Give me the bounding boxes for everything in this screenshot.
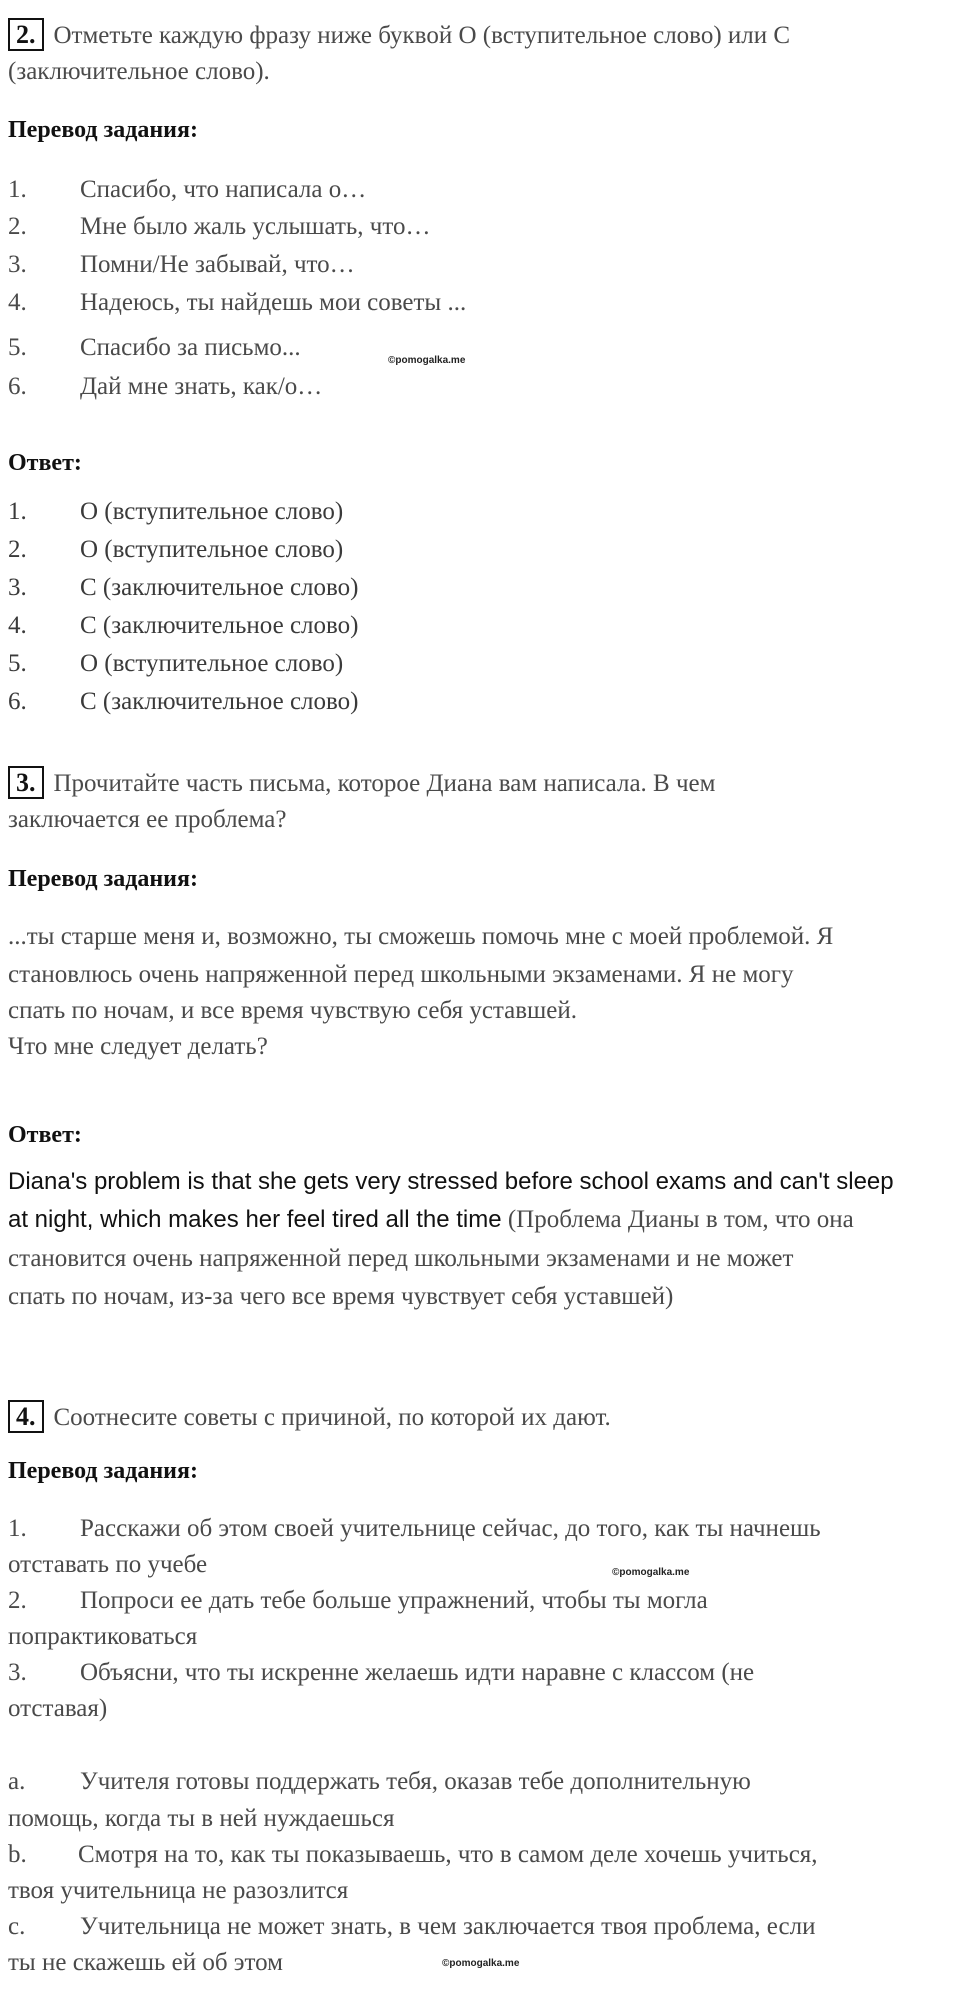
advice-item-line2: отставая): [8, 1695, 108, 1722]
answer-russian-line2: становится очень напряженной перед школьными экзаменами и не может: [8, 1245, 794, 1272]
reason-item-line2: ты не скажешь ей об этом: [8, 1949, 283, 1976]
answer-english-line2: at night, which makes her feel tired all the time: [8, 1206, 502, 1233]
watermark: ©pomogalka.me: [442, 1958, 520, 1969]
list-item: 2. Мне было жаль услышать, что…: [8, 213, 431, 240]
list-item: 1. Спасибо, что написала о…: [8, 176, 367, 203]
task-4-header: [8, 1400, 611, 1433]
answer-item: 3. С (заключительное слово): [8, 574, 359, 601]
task-2-instruction-line2: (заключительное слово).: [8, 58, 270, 85]
task-number-badge: 4.: [8, 1400, 44, 1433]
reason-item-line2: помощь, когда ты в ней нуждаешься: [8, 1805, 395, 1832]
letter-line: становлюсь очень напряженной перед школьными экзаменами. Я не могу: [8, 961, 794, 988]
list-item: 4. Надеюсь, ты найдешь мои советы ...: [8, 289, 467, 316]
answer-item: 6. С (заключительное слово): [8, 688, 359, 715]
task-number-badge: 2.: [8, 18, 44, 51]
answer-heading: Ответ:: [8, 450, 82, 476]
task-4-instruction-line1: Соотнесите советы с причиной, по которой их дают.: [53, 1404, 611, 1431]
task-3-header: [8, 766, 715, 799]
reason-item-line1: b. Смотря на то, как ты показываешь, что в самом деле хочешь учиться,: [8, 1841, 818, 1868]
translation-heading: Перевод задания:: [8, 1458, 198, 1484]
task-number-badge: 3.: [8, 766, 44, 799]
answer-item: 4. С (заключительное слово): [8, 612, 359, 639]
watermark: ©pomogalka.me: [612, 1567, 690, 1578]
task-2-header: [8, 18, 790, 51]
answer-item: 5. О (вступительное слово): [8, 650, 344, 677]
letter-line: ...ты старше меня и, возможно, ты сможешь помочь мне с моей проблемой. Я: [8, 923, 834, 950]
reason-item-line2: твоя учительница не разозлится: [8, 1877, 349, 1904]
advice-item-line1: 1. Расскажи об этом своей учительнице сейчас, до того, как ты начнешь: [8, 1515, 821, 1542]
answer-item: 2. О (вступительное слово): [8, 536, 344, 563]
advice-item-line2: попрактиковаться: [8, 1623, 198, 1650]
reason-item-line1: c. Учительница не может знать, в чем заключается твоя проблема, если: [8, 1913, 816, 1940]
list-item: 6. Дай мне знать, как/о…: [8, 373, 323, 400]
advice-item-line2: отставать по учебе: [8, 1551, 208, 1578]
answer-russian-part1: (Проблема Дианы в том, что она: [501, 1206, 854, 1233]
task-3-instruction-line2: заключается ее проблема?: [8, 806, 287, 833]
task-2-instruction-line1: Отметьте каждую фразу ниже буквой О (вступительное слово) или С: [53, 22, 791, 49]
list-item: 5. Спасибо за письмо...: [8, 334, 301, 361]
watermark: ©pomogalka.me: [388, 355, 466, 366]
list-item: 3. Помни/Не забывай, что…: [8, 251, 355, 278]
advice-item-line1: 2. Попроси ее дать тебе больше упражнений, чтобы ты могла: [8, 1587, 708, 1614]
task-3-instruction-line1: Прочитайте часть письма, которое Диана вам написала. В чем: [53, 770, 716, 797]
answer-russian-line3: спать по ночам, из-за чего все время чувствует себя уставшей): [8, 1283, 674, 1310]
answer-line2: [8, 1206, 854, 1234]
answer-heading: Ответ:: [8, 1122, 82, 1148]
answer-item: 1. О (вступительное слово): [8, 498, 344, 525]
reason-item-line1: a. Учителя готовы поддержать тебя, оказав тебе дополнительную: [8, 1768, 751, 1795]
translation-heading: Перевод задания:: [8, 117, 198, 143]
letter-line: спать по ночам, и все время чувствую себя уставшей.: [8, 997, 578, 1024]
letter-line: Что мне следует делать?: [8, 1033, 268, 1060]
answer-english-line1: Diana's problem is that she gets very stressed before school exams and can't sleep: [8, 1168, 894, 1195]
translation-heading: Перевод задания:: [8, 866, 198, 892]
advice-item-line1: 3. Объясни, что ты искренне желаешь идти наравне с классом (не: [8, 1659, 755, 1686]
